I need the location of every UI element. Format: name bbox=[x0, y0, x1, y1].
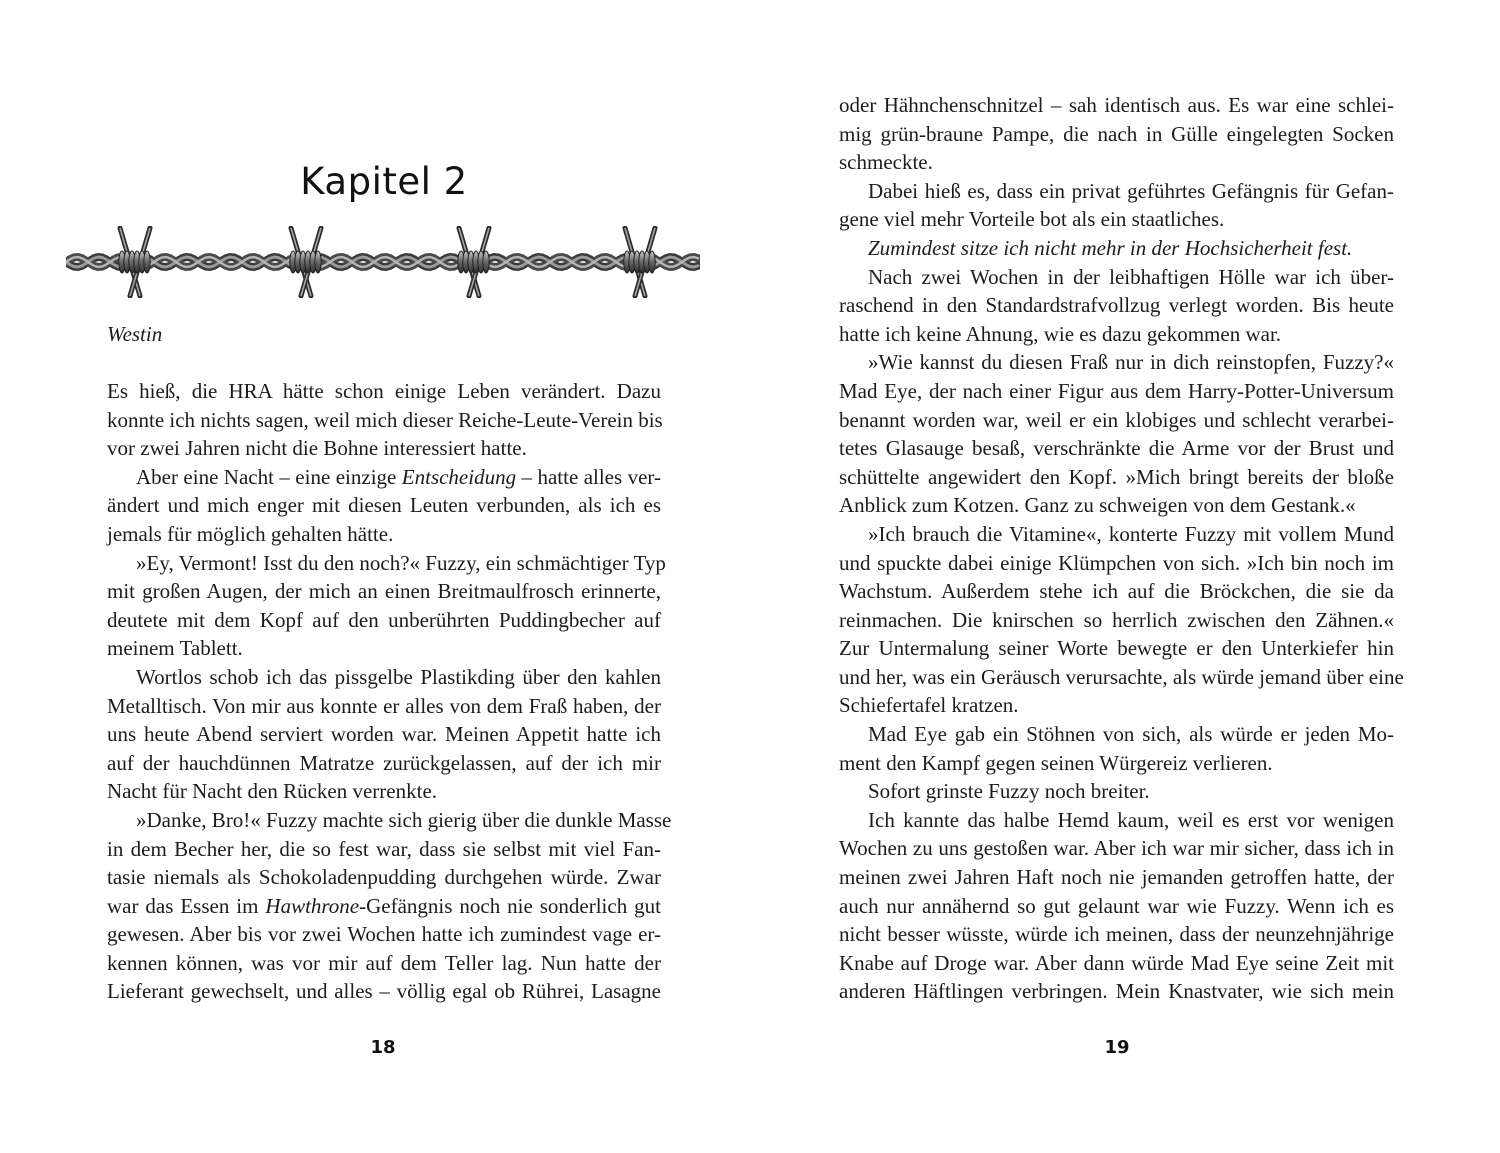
text-line: uns heute Abend serviert worden war. Meinen Appetit hatte ich bbox=[107, 722, 661, 747]
text-line: Zur Untermalung seiner Worte bewegte er den Unterkiefer hin bbox=[839, 636, 1394, 661]
text-line: Wortlos schob ich das pissgelbe Plastikding über den kahlen bbox=[136, 664, 661, 689]
text-line: Schiefertafel kratzen. bbox=[839, 693, 1019, 718]
text-line: hatte ich keine Ahnung, wie es dazu gekommen war. bbox=[839, 321, 1282, 346]
body-text bbox=[107, 377, 672, 1006]
text-line: war das Essen im Hawthrone-Gefängnis noch nie sonderlich gut bbox=[107, 893, 661, 918]
text-line: ändert und mich enger mit diesen Leuten verbunden, als ich es bbox=[107, 493, 661, 518]
text-line: Wachstum. Außerdem stehe ich auf die Bröckchen, die sie da bbox=[839, 579, 1394, 604]
text-line: Knabe auf Droge war. Aber dann würde Mad Eye seine Zeit mit bbox=[839, 950, 1394, 975]
text-line: »Danke, Bro!« Fuzzy machte sich gierig über die dunkle Masse bbox=[136, 807, 672, 832]
text-line: reinmachen. Die knirschen so herrlich zwischen den Zähnen.« bbox=[839, 607, 1394, 632]
text-line: Sofort grinste Fuzzy noch breiter. bbox=[868, 779, 1150, 804]
body-text bbox=[839, 91, 1404, 1006]
text-line: mig grün-braune Pampe, die nach in Gülle eingelegten Socken bbox=[839, 121, 1394, 146]
page-number: 19 bbox=[1104, 1037, 1130, 1058]
text-line: konnte ich nichts sagen, weil mich dieser Reiche-Leute-Verein bis bbox=[107, 407, 663, 432]
text-line: jemals für möglich gehalten hätte. bbox=[107, 521, 394, 546]
text-line: kennen können, was vor mir auf dem Teller lag. Nun hatte der bbox=[107, 950, 661, 975]
text-line: oder Hähnchenschnitzel – sah identisch aus. Es war eine schlei- bbox=[839, 93, 1394, 117]
text-line: nicht besser wüsste, würde ich meinen, dass der neunzehnjährige bbox=[839, 922, 1394, 947]
text-line: »Wie kannst du diesen Fraß nur in dich reinstopfen, Fuzzy?« bbox=[868, 350, 1394, 375]
text-line: »Ey, Vermont! Isst du den noch?« Fuzzy, ein schmächtiger Typ bbox=[136, 550, 666, 575]
text-line: gene viel mehr Vorteile bot als ein staatliches. bbox=[839, 207, 1225, 232]
text-line: Es hieß, die HRA hätte schon einige Leben verändert. Dazu bbox=[107, 379, 661, 403]
text-line: Metalltisch. Von mir aus konnte er alles von dem Fraß haben, der bbox=[107, 693, 661, 718]
text-line: Mad Eye gab ein Stöhnen von sich, als würde er jeden Mo- bbox=[868, 722, 1394, 747]
text-line: gewesen. Aber bis vor zwei Wochen hatte ich zumindest vage er- bbox=[107, 922, 661, 947]
text-line: schmeckte. bbox=[839, 150, 933, 175]
text-line: Anblick zum Kotzen. Ganz zu schweigen von dem Gestank.« bbox=[839, 493, 1356, 518]
text-line: deutete mit dem Kopf auf den unberührten Puddingbecher auf bbox=[107, 607, 661, 632]
barbed-wire-icon bbox=[66, 226, 700, 298]
text-line: meinen zwei Jahren Haft noch nie jemanden getroffen hatte, der bbox=[839, 865, 1394, 890]
text-line: Mad Eye, der nach einer Figur aus dem Harry-Potter-Universum bbox=[839, 378, 1394, 403]
text-line: auf der hauchdünnen Matratze zurückgelassen, auf der ich mir bbox=[107, 750, 661, 775]
chapter-title: Kapitel 2 bbox=[300, 160, 468, 203]
text-line: mit großen Augen, der mich an einen Breitmaulfrosch erinnerte, bbox=[107, 579, 661, 604]
text-line: Zumindest sitze ich nicht mehr in der Hochsicherheit fest. bbox=[868, 235, 1353, 260]
text-line: auch nur annähernd so gut gelaunt war wie Fuzzy. Wenn ich es bbox=[839, 893, 1394, 918]
text-line: in dem Becher her, die so fest war, dass sie selbst mit viel Fan- bbox=[107, 836, 661, 861]
text-line: vor zwei Jahren nicht die Bohne interessiert hatte. bbox=[107, 436, 527, 461]
text-line: benannt worden war, weil er ein klobiges und schlecht verarbei- bbox=[839, 407, 1394, 432]
text-line: tasie niemals als Schokoladenpudding durchgehen würde. Zwar bbox=[107, 865, 661, 890]
text-line: und her, was ein Geräusch verursachte, als würde jemand über eine bbox=[839, 664, 1404, 689]
text-line: Lieferant gewechselt, und alles – völlig egal ob Rührei, Lasagne bbox=[107, 979, 661, 1004]
text-line: Nach zwei Wochen in der leibhaftigen Hölle war ich über- bbox=[868, 264, 1394, 289]
text-line: tetes Glasauge besaß, verschränkte die Arme vor der Brust und bbox=[839, 436, 1394, 461]
text-line: und spuckte dabei einige Klümpchen von sich. »Ich bin noch im bbox=[839, 550, 1394, 575]
text-line: Aber eine Nacht – eine einzige Entscheidung – hatte alles ver- bbox=[136, 464, 661, 489]
text-line: raschend in den Standardstrafvollzug verlegt worden. Bis heute bbox=[839, 293, 1394, 318]
text-line: Dabei hieß es, dass ein privat geführtes Gefängnis für Gefan- bbox=[868, 178, 1394, 203]
text-line: Ich kannte das halbe Hemd kaum, weil es erst vor wenigen bbox=[868, 807, 1394, 832]
text-line: schüttelte angewidert den Kopf. »Mich bringt bereits der bloße bbox=[839, 464, 1394, 489]
page-number: 18 bbox=[370, 1037, 396, 1058]
pov-character: Westin bbox=[107, 322, 163, 346]
text-line: Nacht für Nacht den Rücken verrenkte. bbox=[107, 779, 438, 804]
text-line: »Ich brauch die Vitamine«, konterte Fuzzy mit vollem Mund bbox=[868, 521, 1394, 546]
text-line: meinem Tablett. bbox=[107, 636, 243, 661]
text-line: anderen Häftlingen verbringen. Mein Knastvater, wie sich mein bbox=[839, 979, 1394, 1004]
text-line: ment den Kampf gegen seinen Würgereiz verlieren. bbox=[839, 750, 1273, 775]
text-line: Wochen zu uns gestoßen war. Aber ich war mir sicher, dass ich in bbox=[839, 836, 1394, 861]
